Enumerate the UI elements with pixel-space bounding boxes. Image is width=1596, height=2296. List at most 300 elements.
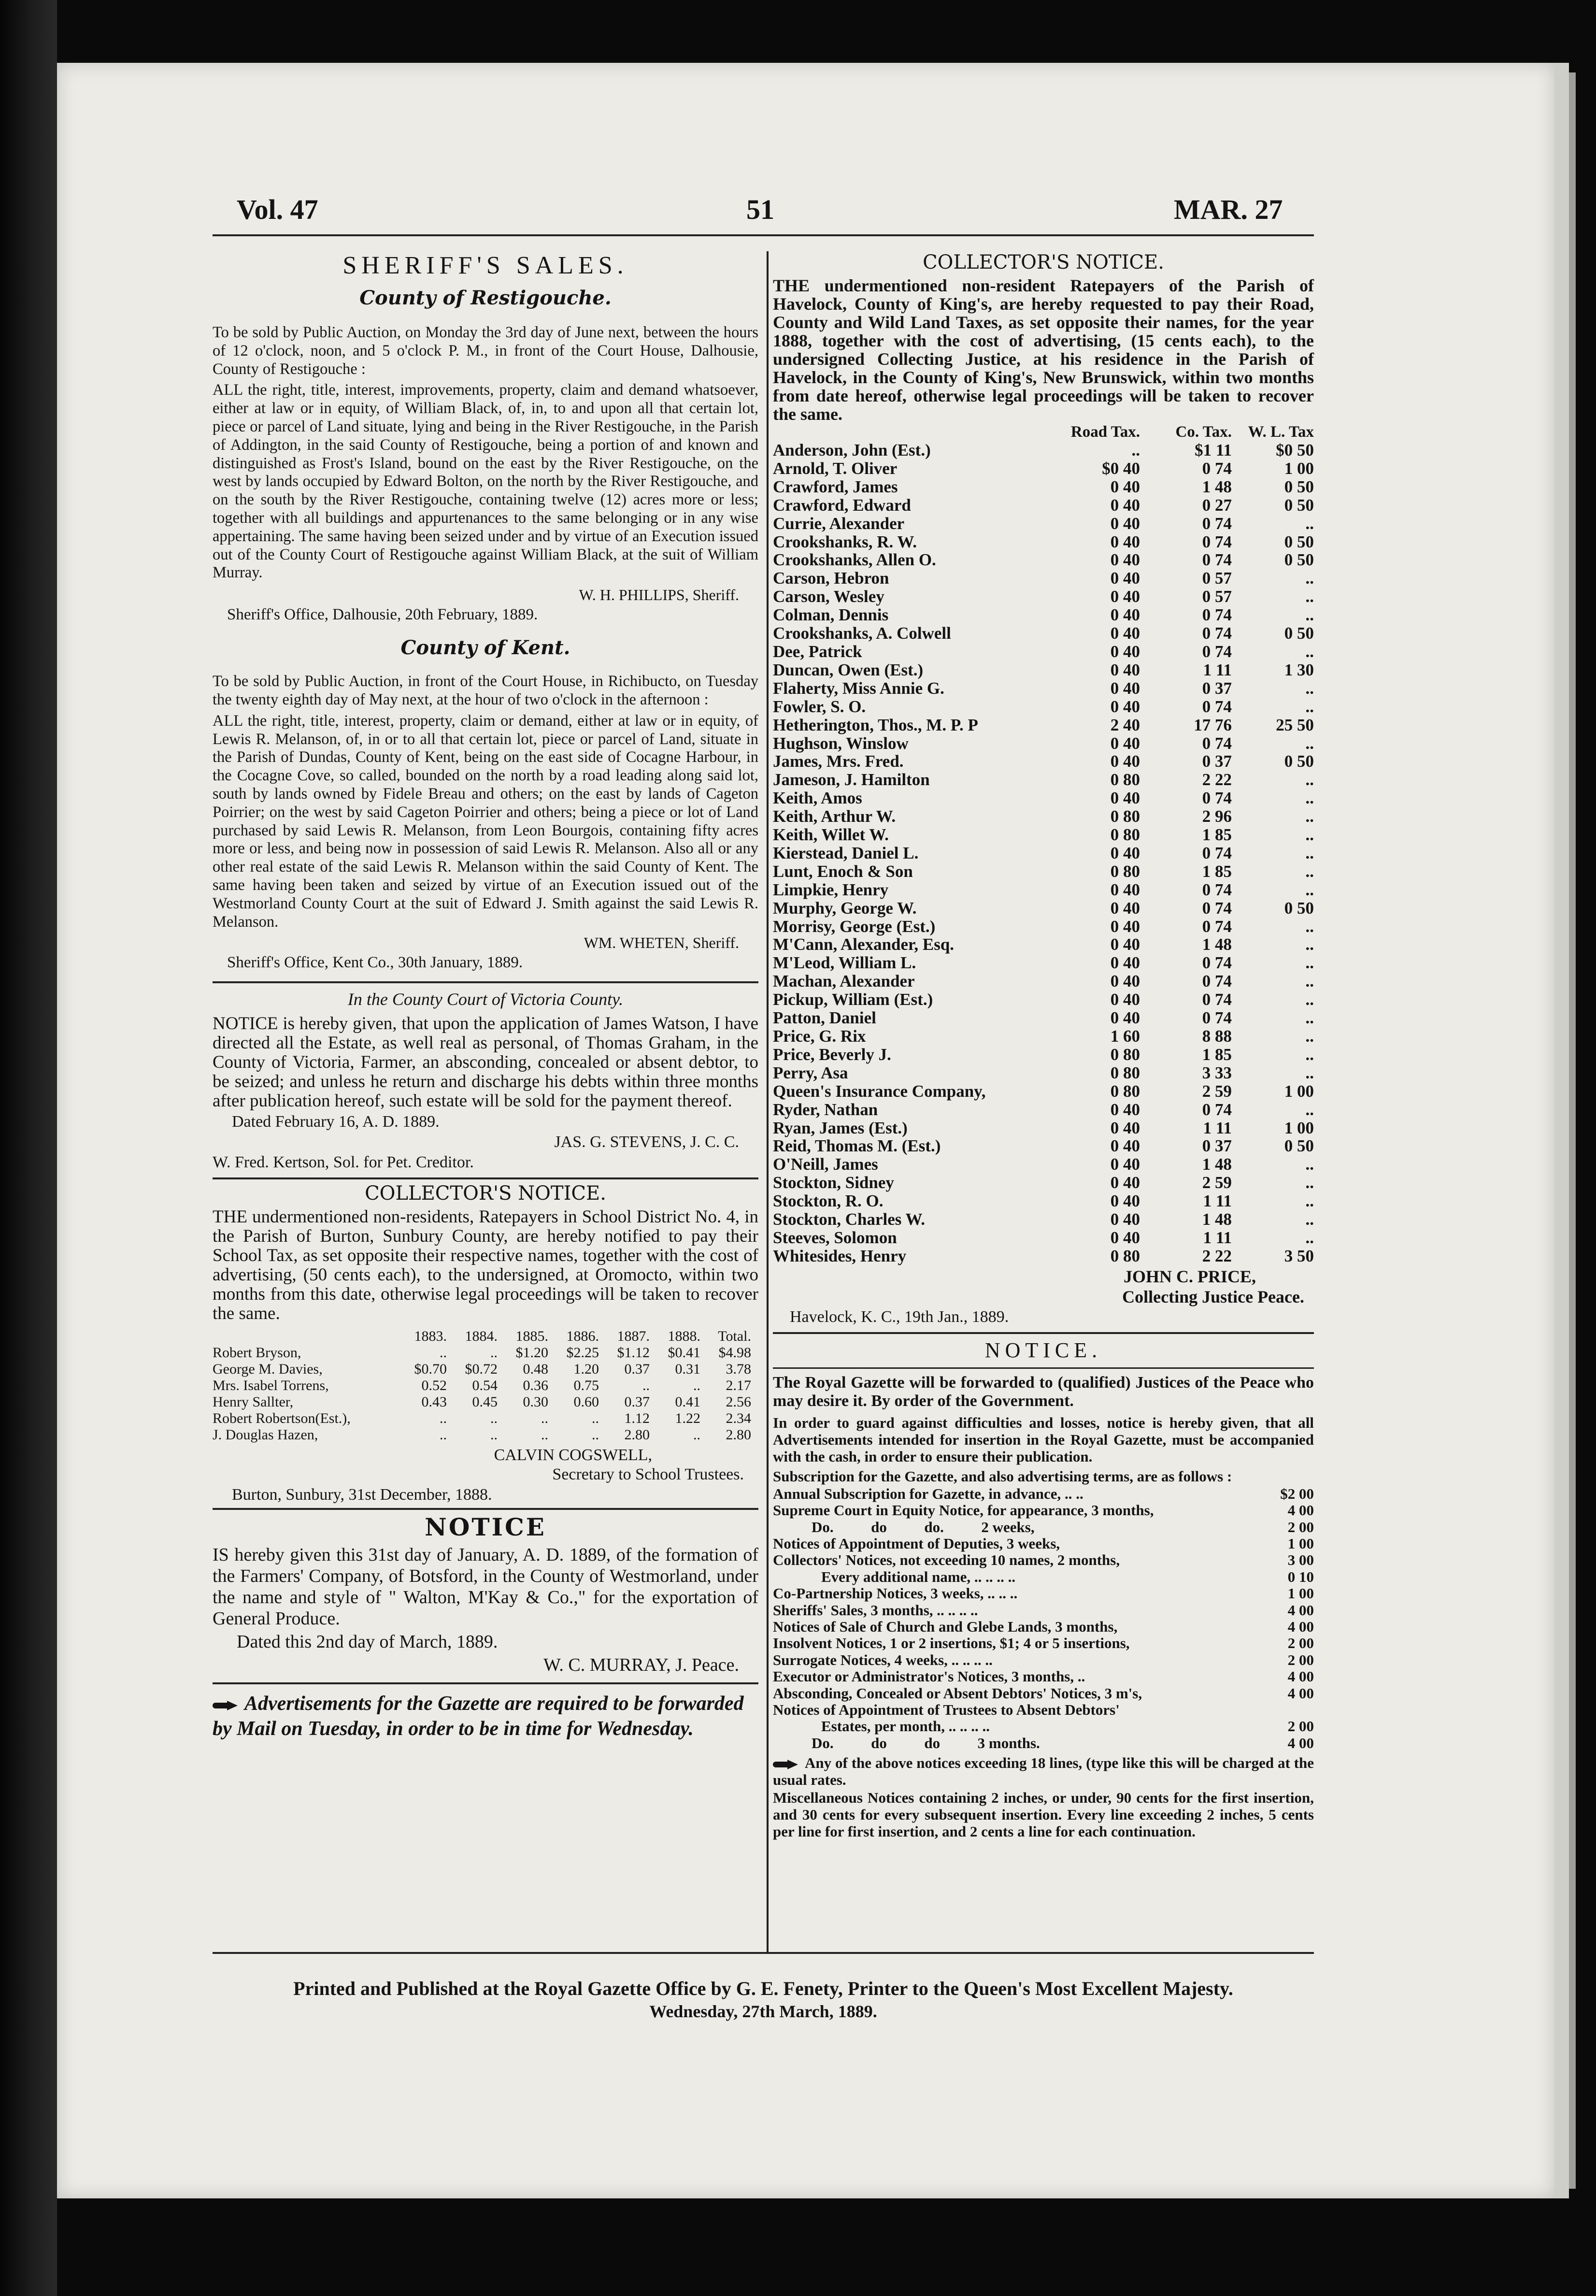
wild-land-tax-cell: 1 30 [1284,660,1314,679]
table-row [773,716,1314,734]
table-row [773,826,1314,844]
printer-imprint: Printed and Published at the Royal Gazette Office by G. E. Fenety, Printer to the Queen's Most Excellent Majesty. [293,1978,1233,1999]
page-edge-shadow [1569,72,1576,2189]
school-tax-cell: $0.41 [668,1345,700,1361]
havelock-taxpayer-name: Limpkie, Henry [773,880,889,899]
table-row [773,1046,1314,1064]
table-row [773,533,1314,551]
road-tax-cell: 0 40 [1110,697,1140,716]
county-tax-cell: 1 11 [1203,1118,1232,1137]
road-tax-cell: 0 40 [1110,605,1140,625]
wild-land-tax-cell: 0 50 [1284,495,1314,515]
road-tax-cell: .. [1131,441,1140,459]
table-row [773,1652,1314,1668]
table-row [773,935,1314,954]
wild-land-tax-cell: 1 00 [1284,1118,1314,1137]
road-tax-cell: 0 40 [1110,569,1140,588]
table-row [773,918,1314,936]
gazette-notice-para: In order to guard against difficulties and losses, notice is hereby given, that all Advertisements intended for insertion in the Royal Gazette, must be accompanied with the cash, in order to ensure their publication. [773,1414,1314,1465]
table-row [773,1174,1314,1192]
school-tax-cell: 0.60 [573,1394,599,1410]
school-tax-cell: .. [693,1427,700,1443]
road-tax-cell: 0 40 [1110,898,1140,918]
table-row [773,1119,1314,1137]
road-tax-cell: 0 40 [1110,1228,1140,1247]
publication-date: Wednesday, 27th March, 1889. [649,2002,877,2021]
school-tax-cell: 2.56 [726,1394,751,1410]
road-tax-cell: 0 80 [1110,861,1140,881]
havelock-notice-body: THE undermentioned non-resident Ratepayers of the Parish of Havelock, County of King's, are hereby requested to pay their Road, County and Wild Land Taxes, as set opposite their names, for the year 1888, together with the cost of advertising, (15 cents each), to the undersigned Collecting Justice, at his residence in the Parish of Havelock, in the County of King's, New Brunswick, within two months from date hereof, otherwise legal proceedings will be taken to recover the same. [773,276,1314,424]
rate-amount: 1 00 [1287,1585,1314,1602]
wild-land-tax-cell: 1 00 [1284,459,1314,478]
school-tax-cell: .. [440,1427,447,1443]
school-notice-body: THE undermentioned non-residents, Ratepayers in School District No. 4, in the Parish of Burton, Sunbury County, are hereby notified to pay their School Tax, as set opposite their respective names, together with the cost of advertising, (50 cents each), to the undersigned, at Oromocto, within two months from this date, otherwise legal proceedings will be taken to recover the same. [213,1207,758,1324]
kent-intro: To be sold by Public Auction, in front of the Court House, in Richibucto, on Tuesday the twenty eighth day of May next, at the hour of two o'clock in the afternoon : [213,673,758,708]
farmers-notice-signature: W. C. MURRAY, J. Peace. [543,1655,739,1676]
issue-date: MAR. 27 [1174,194,1283,225]
subscription-intro: Subscription for the Gazette, and also advertising terms, are as follows : [773,1467,1232,1485]
column-divider [767,251,769,1952]
victoria-signature: JAS. G. STEVENS, J. C. C. [554,1133,739,1151]
school-tax-cell: 0.31 [675,1361,700,1378]
rate-amount: 4 00 [1287,1734,1314,1751]
havelock-taxpayer-name: M'Cann, Alexander, Esq. [773,935,955,954]
school-notice-title: COLLECTOR'S NOTICE. [365,1182,606,1205]
havelock-taxpayer-name: Murphy, George W. [773,898,917,918]
wild-land-tax-cell: 0 50 [1284,532,1314,551]
rule [213,981,758,983]
table-row [773,1486,1314,1502]
havelock-taxpayer-name: Flaherty, Miss Annie G. [773,678,944,698]
school-tax-cell: .. [440,1345,447,1361]
road-tax-cell: 0 40 [1110,1210,1140,1229]
havelock-taxpayer-name: Patton, Daniel [773,1008,876,1028]
farmers-notice-title: NOTICE [425,1513,546,1542]
county-tax-cell: 1 85 [1202,861,1232,881]
wild-land-tax-cell: .. [1305,1173,1314,1192]
havelock-taxpayer-name: James, Mrs. Fred. [773,752,904,771]
school-dateline: Burton, Sunbury, 31st December, 1888. [232,1486,492,1504]
table-row [773,789,1314,807]
rule [773,1332,1314,1334]
rate-amount [1263,1702,1314,1718]
table-row [773,1668,1314,1685]
rate-description: Collectors' Notices, not exceeding 10 names, 2 months, [773,1551,1120,1569]
wild-land-tax-cell: 3 50 [1284,1246,1314,1265]
havelock-taxpayer-name: Anderson, John (Est.) [773,441,931,459]
county-tax-cell: 0 74 [1202,843,1232,862]
rate-description: Executor or Administrator's Notices, 3 months, .. [773,1668,1085,1685]
wild-land-tax-cell: .. [1305,1100,1314,1119]
table-row [213,1378,751,1394]
road-tax-cell: 2 40 [1110,715,1140,734]
school-tax-table [213,1328,751,1443]
school-taxpayer-name: Mrs. Isabel Torrens, [213,1378,329,1394]
havelock-name-header [773,423,1068,441]
county-tax-cell: 1 11 [1203,1191,1232,1211]
rates-table [773,1486,1314,1752]
school-tax-cell: .. [490,1345,498,1361]
table-row [773,1229,1314,1247]
wild-land-tax-cell: .. [1305,1008,1314,1028]
table-row [773,1718,1314,1735]
table-row [773,643,1314,661]
havelock-taxpayer-name: Ryan, James (Est.) [773,1118,908,1137]
rate-description: Supreme Court in Equity Notice, for appearance, 3 months, [773,1502,1154,1519]
county-tax-cell: 2 59 [1202,1081,1232,1101]
havelock-taxpayer-name: Reid, Thomas M. (Est.) [773,1136,941,1156]
rate-description: Do. do do. 2 weeks, [812,1518,1035,1535]
rate-amount: 4 00 [1287,1668,1314,1685]
county-tax-header: Co. Tax. [1175,423,1232,441]
table-row [773,1155,1314,1174]
road-tax-cell: 0 40 [1110,917,1140,936]
road-tax-cell: 0 80 [1110,1246,1140,1265]
table-row [773,1027,1314,1046]
wild-land-tax-cell: .. [1305,843,1314,862]
havelock-signature-name: JOHN C. PRICE, [1123,1266,1256,1286]
school-tax-cell: 0.43 [421,1394,447,1410]
wild-land-tax-cell: .. [1305,1228,1314,1247]
wild-land-tax-cell: 0 50 [1284,752,1314,771]
havelock-taxpayer-name: Keith, Amos [773,789,862,808]
havelock-taxpayer-name: M'Leod, William L. [773,953,916,973]
rate-amount: 2 00 [1287,1518,1314,1535]
county-tax-cell: 2 59 [1202,1173,1232,1192]
rate-description: Estates, per month, .. .. .. .. [821,1718,990,1735]
wild-land-tax-cell: .. [1305,990,1314,1009]
county-tax-cell: 1 11 [1203,1228,1232,1247]
road-tax-cell: 0 80 [1110,807,1140,826]
wild-land-tax-cell: .. [1305,1191,1314,1211]
county-tax-cell: 0 74 [1202,459,1232,478]
table-row [213,1394,751,1410]
havelock-taxpayer-name: Price, Beverly J. [773,1045,891,1064]
wild-land-tax-cell: .. [1305,697,1314,716]
wild-land-tax-header: W. L. Tax [1248,423,1314,441]
school-tax-header-row [213,1328,751,1345]
school-tax-cell: 0.54 [472,1378,498,1394]
restigouche-intro: To be sold by Public Auction, on Monday the 3rd day of June next, between the hours of 12 o'clock, noon, and 5 o'clock P. M., in front of the Court House, Dalhousie, County of Restigouche : [213,324,758,378]
school-tax-cell: 0.36 [523,1378,548,1394]
wild-land-tax-cell: 0 50 [1284,477,1314,496]
victoria-heading: In the County Court of Victoria County. [347,990,624,1009]
kent-county-heading: County of Kent. [400,636,570,660]
road-tax-cell: 1 60 [1110,1027,1140,1046]
table-row [773,515,1314,533]
school-tax-cell: .. [440,1410,447,1427]
havelock-taxpayer-name: Queen's Insurance Company, [773,1081,986,1101]
wild-land-tax-cell: 0 50 [1284,550,1314,570]
gazette-notice-title: NOTICE. [984,1338,1102,1362]
road-tax-cell: 0 40 [1110,660,1140,679]
school-tax-cell: $0.72 [465,1361,498,1378]
wild-land-tax-cell: 1 00 [1284,1081,1314,1101]
wild-land-tax-cell: .. [1305,587,1314,606]
wild-land-tax-cell: 0 50 [1284,1136,1314,1156]
county-tax-cell: 1 48 [1202,935,1232,954]
table-row [773,661,1314,679]
county-tax-cell: 0 57 [1202,569,1232,588]
county-tax-cell: 0 74 [1202,733,1232,753]
table-row [773,1535,1314,1552]
victoria-solicitor: W. Fred. Kertson, Sol. for Pet. Creditor. [213,1153,474,1172]
wild-land-tax-cell: .. [1305,1045,1314,1064]
havelock-taxpayer-name: Machan, Alexander [773,972,915,991]
school-tax-cell: 0.41 [675,1394,700,1410]
school-taxpayer-name: J. Douglas Hazen, [213,1427,318,1443]
havelock-notice-title: COLLECTOR'S NOTICE. [923,251,1164,273]
havelock-taxpayer-name: Stockton, Sidney [773,1173,894,1192]
havelock-taxpayer-name: Whitesides, Henry [773,1246,907,1265]
havelock-taxpayer-name: Hetherington, Thos., M. P. P [773,715,978,734]
school-taxpayer-name: Robert Robertson(Est.), [213,1410,351,1427]
road-tax-cell: 0 40 [1110,495,1140,515]
table-row [773,881,1314,899]
county-tax-cell: 0 37 [1202,1136,1232,1156]
school-tax-cell: 1.20 [573,1361,599,1378]
rate-amount: 4 00 [1287,1601,1314,1619]
farmers-notice-dated: Dated this 2nd day of March, 1889. [237,1632,498,1652]
road-tax-cell: 0 40 [1110,1136,1140,1156]
school-tax-cell: .. [693,1378,700,1394]
page-edge [1554,63,1569,2198]
road-tax-cell: 0 80 [1110,770,1140,789]
wild-land-tax-cell: .. [1305,880,1314,899]
rate-description: Surrogate Notices, 4 weeks, .. .. .. .. [773,1651,993,1668]
farmers-notice-body: IS hereby given this 31st day of January, A. D. 1889, of the formation of the Farmers' Company, of Botsford, in the County of Westmorland, under the name and style of " Walton, M'Kay & Co.," for the exportation of General Produce. [213,1545,758,1629]
table-row [773,679,1314,698]
county-tax-cell: 0 74 [1202,1008,1232,1028]
school-tax-cell: $4.98 [718,1345,751,1361]
table-row [773,1247,1314,1265]
wild-land-tax-cell: .. [1305,733,1314,753]
havelock-taxpayer-name: Crookshanks, Allen O. [773,550,936,570]
havelock-taxpayer-name: Perry, Asa [773,1063,848,1082]
table-row [773,478,1314,496]
county-tax-cell: 0 74 [1202,990,1232,1009]
restigouche-signature: W. H. PHILLIPS, Sheriff. [579,586,739,604]
table-row [773,1552,1314,1568]
havelock-taxpayer-name: Carson, Wesley [773,587,884,606]
col-total: Total. [718,1328,751,1345]
table-row [773,588,1314,606]
rate-amount: 3 00 [1287,1551,1314,1569]
county-tax-cell: 0 74 [1202,550,1232,570]
county-tax-cell: 0 74 [1202,1100,1232,1119]
table-row [773,698,1314,716]
col-1883: 1883. [414,1328,447,1345]
rate-description: Notices of Sale of Church and Glebe Lands, 3 months, [773,1618,1118,1636]
road-tax-cell: 0 40 [1110,624,1140,643]
rate-amount: 4 00 [1287,1618,1314,1636]
table-row [213,1410,751,1427]
school-tax-cell: $0.70 [414,1361,447,1378]
road-tax-cell: 0 80 [1110,825,1140,845]
county-tax-cell: 1 85 [1202,1045,1232,1064]
school-tax-cell: $2.25 [566,1345,599,1361]
havelock-taxpayer-name: Kierstead, Daniel L. [773,843,919,862]
road-tax-cell: 0 40 [1110,678,1140,698]
county-tax-cell: 2 96 [1202,807,1232,826]
rule [213,1682,758,1684]
school-tax-cell: 0.48 [523,1361,548,1378]
page-number: 51 [746,194,774,225]
road-tax-cell: 0 40 [1110,972,1140,991]
kent-body: ALL the right, title, interest, property, claim or demand, either at law or in equity, of Lewis R. Melanson, of, in or to all that certain lot, piece or parcel of Land, situate in the Parish of Dundas, County of Kent, being on the east side of Cocagne Harbour, in the Cocagne Cove, so called, bounded on the north by a road leading along said lot, south by lands owned by Fidele Breau and others; on the east by lands of Cageton Poirrier; on the west by said Cageton Poirrier and others; being a piece or lot of Land purchased by said Lewis R. Melanson, from Leon Bourgois, containing fifty acres more or less, and being now in possession of said Lewis R. Melanson. Also all or any other real estate of the said Lewis R. Melanson within the said County of Kent. The same having been taken and seized by virtue of an Execution issued out of the Westmorland County Court at the suit of Edward J. Smith against the said Lewis R. Melanson. [213,712,758,931]
table-row [773,1082,1314,1101]
school-tax-cell: 2.17 [726,1378,751,1394]
county-tax-cell: 2 22 [1202,1246,1232,1265]
county-tax-cell: 3 33 [1202,1063,1232,1082]
wild-land-tax-cell: .. [1305,1155,1314,1174]
havelock-taxpayer-name: Crookshanks, A. Colwell [773,624,951,643]
rate-description: Every additional name, .. .. .. .. [821,1568,1016,1585]
school-taxpayer-name: Henry Sallter, [213,1394,294,1410]
table-row [213,1427,751,1443]
table-row [773,1602,1314,1619]
county-tax-cell: 1 48 [1202,477,1232,496]
wild-land-tax-cell: .. [1305,514,1314,533]
table-row [773,606,1314,624]
col-1886: 1886. [566,1328,599,1345]
rule [213,1177,758,1179]
rate-description: Do. do do 3 months. [812,1734,1040,1751]
school-tax-cell: 1.22 [675,1410,700,1427]
rate-description: Co-Partnership Notices, 3 weeks, .. .. .. [773,1585,1018,1602]
wild-land-tax-cell: $0 50 [1276,441,1314,459]
county-tax-cell: 2 22 [1202,770,1232,789]
county-tax-cell: 0 74 [1202,532,1232,551]
county-tax-cell: 0 74 [1202,953,1232,973]
havelock-taxpayer-name: Pickup, William (Est.) [773,990,933,1009]
table-row [213,1345,751,1361]
county-tax-cell: 17 76 [1194,715,1232,734]
road-tax-cell: 0 40 [1110,1118,1140,1137]
road-tax-cell: 0 40 [1110,514,1140,533]
table-row [773,844,1314,862]
road-tax-cell: 0 40 [1110,880,1140,899]
county-tax-cell: $1 11 [1195,441,1232,459]
table-row [773,1502,1314,1519]
school-tax-cell: $1.12 [617,1345,650,1361]
road-tax-cell: 0 40 [1110,752,1140,771]
col-1884: 1884. [465,1328,498,1345]
havelock-taxpayer-name: Fowler, S. O. [773,697,866,716]
havelock-taxpayer-name: Keith, Arthur W. [773,807,896,826]
road-tax-cell: 0 40 [1110,1173,1140,1192]
havelock-taxpayer-name: Duncan, Owen (Est.) [773,660,924,679]
road-tax-cell: 0 40 [1110,990,1140,1009]
county-tax-cell: 0 27 [1202,495,1232,515]
county-tax-cell: 0 74 [1202,880,1232,899]
rate-amount: $2 00 [1280,1485,1314,1502]
road-tax-cell: 0 40 [1110,953,1140,973]
county-tax-cell: 0 74 [1202,917,1232,936]
table-row [773,771,1314,789]
table-row [773,459,1314,478]
restigouche-dateline: Sheriff's Office, Dalhousie, 20th February, 1889. [227,606,538,624]
road-tax-cell: 0 40 [1110,532,1140,551]
havelock-taxpayer-name: Crawford, Edward [773,495,911,515]
school-tax-cell: 0.37 [624,1361,650,1378]
wild-land-tax-cell: 0 50 [1284,898,1314,918]
havelock-taxpayer-name: Ryder, Nathan [773,1100,878,1119]
rate-amount: 4 00 [1287,1502,1314,1519]
road-tax-cell: 0 40 [1110,1191,1140,1211]
havelock-taxpayer-name: Carson, Hebron [773,569,889,588]
wild-land-tax-cell: .. [1305,1063,1314,1082]
county-tax-cell: 0 74 [1202,789,1232,808]
rate-amount: 2 00 [1287,1635,1314,1652]
havelock-signature-title: Collecting Justice Peace. [1122,1287,1304,1306]
wild-land-tax-cell: .. [1305,861,1314,881]
wild-land-tax-cell: 25 50 [1276,715,1314,734]
school-signature-title: Secretary to School Trustees. [552,1465,744,1484]
county-tax-cell: 0 74 [1202,642,1232,661]
rate-description: Notices of Appointment of Trustees to Absent Debtors' [773,1701,1120,1719]
havelock-taxpayer-name: Arnold, T. Oliver [773,459,898,478]
school-tax-cell: 0.37 [624,1394,650,1410]
table-row [773,569,1314,588]
wild-land-tax-cell: .. [1305,917,1314,936]
school-tax-cell: 3.78 [726,1361,751,1378]
book-binding [0,0,57,2296]
havelock-taxpayer-name: Stockton, Charles W. [773,1210,926,1229]
road-tax-cell: 0 80 [1110,1081,1140,1101]
table-row [213,1361,751,1378]
county-tax-cell: 1 48 [1202,1210,1232,1229]
table-row [773,862,1314,881]
road-tax-cell: 0 40 [1110,733,1140,753]
pointing-hand-icon [773,1759,800,1770]
volume-label: Vol. 47 [237,194,318,225]
school-tax-cell: .. [541,1410,548,1427]
table-row [773,1735,1314,1751]
havelock-taxpayer-name: Jameson, J. Hamilton [773,770,930,789]
rule [213,1508,758,1510]
road-tax-cell: 0 40 [1110,935,1140,954]
wild-land-tax-cell: .. [1305,1027,1314,1046]
wild-land-tax-cell: .. [1305,770,1314,789]
road-tax-cell: 0 40 [1110,843,1140,862]
wild-land-tax-cell: .. [1305,1210,1314,1229]
school-tax-cell: .. [592,1427,599,1443]
table-row [773,899,1314,918]
school-tax-cell: 0.52 [421,1378,447,1394]
havelock-taxpayer-name: Crawford, James [773,477,898,496]
rate-amount: 2 00 [1287,1718,1314,1735]
school-tax-cell: .. [541,1427,548,1443]
wild-land-tax-cell: .. [1305,789,1314,808]
footer-rule [213,1952,1314,1954]
wild-land-tax-cell: .. [1305,825,1314,845]
victoria-dated: Dated February 16, A. D. 1889. [232,1113,440,1131]
victoria-body: NOTICE is hereby given, that upon the application of James Watson, I have directed all the Estate, as well real as personal, of Thomas Graham, in the County of Victoria, Farmer, an absconding, concealed or absent debtor, to be seized; and unless he return and discharge his debts within three months after publication hereof, such estate will be sold for the payment thereof. [213,1014,758,1111]
col-1888: 1888. [668,1328,700,1345]
rate-amount: 2 00 [1287,1651,1314,1668]
road-tax-cell: 0 40 [1110,789,1140,808]
table-row [773,624,1314,643]
table-row [773,1009,1314,1027]
table-row [773,954,1314,972]
county-tax-cell: 0 74 [1202,514,1232,533]
table-row [773,551,1314,569]
havelock-taxpayer-name: Colman, Dennis [773,605,889,625]
county-tax-cell: 0 74 [1202,697,1232,716]
havelock-taxpayer-name: Lunt, Enoch & Son [773,861,913,881]
wild-land-tax-cell: .. [1305,972,1314,991]
